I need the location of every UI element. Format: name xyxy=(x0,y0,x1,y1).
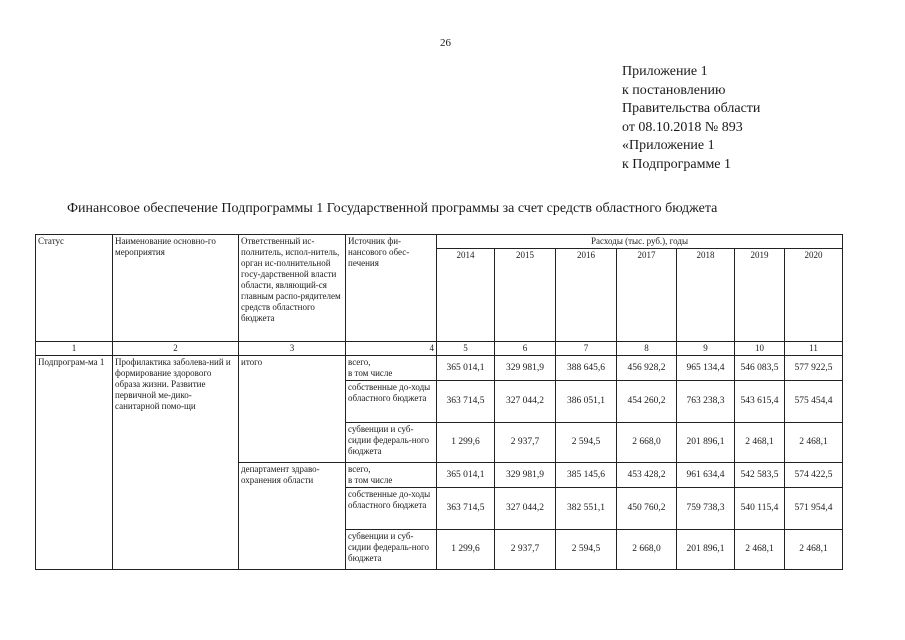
appendix-line: «Приложение 1 xyxy=(622,138,715,153)
value-cell: 327 044,2 xyxy=(495,488,556,530)
value-cell: 2 668,0 xyxy=(617,530,677,570)
column-number: 4 xyxy=(346,342,437,356)
value-cell: 543 615,4 xyxy=(735,381,785,423)
value-cell: 2 668,0 xyxy=(617,423,677,463)
header-year: 2019 xyxy=(735,249,785,342)
value-cell: 456 928,2 xyxy=(617,356,677,381)
page-number: 26 xyxy=(440,37,451,49)
source-cell: собственные до-ходы областного бюджета xyxy=(346,488,437,530)
header-year: 2017 xyxy=(617,249,677,342)
value-cell: 365 014,1 xyxy=(437,463,495,488)
value-cell: 450 760,2 xyxy=(617,488,677,530)
header-year: 2020 xyxy=(785,249,843,342)
header-year: 2014 xyxy=(437,249,495,342)
column-number: 3 xyxy=(239,342,346,356)
value-cell: 2 937,7 xyxy=(495,530,556,570)
value-cell: 542 583,5 xyxy=(735,463,785,488)
value-cell: 965 134,4 xyxy=(677,356,735,381)
measure-cell: Профилактика заболева-ний и формирование здорового образа жизни. Развитие первичной ме-дико-санитарной помо-щи xyxy=(113,356,239,570)
value-cell: 575 454,4 xyxy=(785,381,843,423)
value-cell: 2 594,5 xyxy=(556,530,617,570)
header-name: Наименование основно-го мероприятия xyxy=(113,235,239,342)
source-cell: всего, в том числе xyxy=(346,463,437,488)
value-cell: 1 299,6 xyxy=(437,423,495,463)
finance-table xyxy=(35,234,843,570)
source-cell: собственные до-ходы областного бюджета xyxy=(346,381,437,423)
column-number: 6 xyxy=(495,342,556,356)
value-cell: 961 634,4 xyxy=(677,463,735,488)
column-number: 2 xyxy=(113,342,239,356)
appendix-line: к постановлению xyxy=(622,82,726,98)
value-cell: 759 738,3 xyxy=(677,488,735,530)
value-cell: 2 468,1 xyxy=(785,423,843,463)
value-cell: 577 922,5 xyxy=(785,356,843,381)
header-expenses: Расходы (тыс. руб.), годы xyxy=(437,235,843,249)
value-cell: 365 014,1 xyxy=(437,356,495,381)
value-cell: 1 299,6 xyxy=(437,530,495,570)
column-number: 11 xyxy=(785,342,843,356)
value-cell: 546 083,5 xyxy=(735,356,785,381)
appendix-line: Правительства области xyxy=(622,101,761,116)
value-cell: 763 238,3 xyxy=(677,381,735,423)
status-cell: Подпрограм-ма 1 xyxy=(36,356,113,570)
value-cell: 386 051,1 xyxy=(556,381,617,423)
appendix-line: от 08.10.2018 № 893 xyxy=(622,119,743,135)
value-cell: 363 714,5 xyxy=(437,381,495,423)
value-cell: 201 896,1 xyxy=(677,530,735,570)
value-cell: 363 714,5 xyxy=(437,488,495,530)
header-status: Статус xyxy=(36,235,113,342)
column-number: 5 xyxy=(437,342,495,356)
header-year: 2018 xyxy=(677,249,735,342)
column-number: 1 xyxy=(36,342,113,356)
value-cell: 327 044,2 xyxy=(495,381,556,423)
value-cell: 2 468,1 xyxy=(735,423,785,463)
value-cell: 2 937,7 xyxy=(495,423,556,463)
appendix-line: к Подпрограмме 1 xyxy=(622,156,732,172)
responsible-cell: департамент здраво-охранения области xyxy=(239,463,346,570)
column-number: 9 xyxy=(677,342,735,356)
value-cell: 574 422,5 xyxy=(785,463,843,488)
value-cell: 540 115,4 xyxy=(735,488,785,530)
value-cell: 2 594,5 xyxy=(556,423,617,463)
document-title: Финансовое обеспечение Подпрограммы 1 Государственной программы за счет средств областного бюджета xyxy=(67,201,718,216)
responsible-cell: итого xyxy=(239,356,346,463)
value-cell: 201 896,1 xyxy=(677,423,735,463)
value-cell: 571 954,4 xyxy=(785,488,843,530)
source-cell: субвенции и суб-сидии федераль-ного бюджета xyxy=(346,423,437,463)
appendix-block xyxy=(622,63,760,174)
header-source: Источник фи-нансового обес-печения xyxy=(346,235,437,342)
column-number: 8 xyxy=(617,342,677,356)
column-number: 7 xyxy=(556,342,617,356)
source-cell: субвенции и суб-сидии федераль-ного бюджета xyxy=(346,530,437,570)
value-cell: 453 428,2 xyxy=(617,463,677,488)
value-cell: 454 260,2 xyxy=(617,381,677,423)
value-cell: 329 981,9 xyxy=(495,463,556,488)
value-cell: 2 468,1 xyxy=(785,530,843,570)
source-cell: всего, в том числе xyxy=(346,356,437,381)
column-number: 10 xyxy=(735,342,785,356)
value-cell: 385 145,6 xyxy=(556,463,617,488)
appendix-line: Приложение 1 xyxy=(622,64,708,79)
value-cell: 2 468,1 xyxy=(735,530,785,570)
header-year: 2015 xyxy=(495,249,556,342)
value-cell: 382 551,1 xyxy=(556,488,617,530)
header-year: 2016 xyxy=(556,249,617,342)
value-cell: 329 981,9 xyxy=(495,356,556,381)
value-cell: 388 645,6 xyxy=(556,356,617,381)
header-responsible: Ответственный ис-полнитель, испол-нитель, орган ис-полнительной госу-дарственной власти области, являющий-ся главным распо-рядителем средств областного бюджета xyxy=(239,235,346,342)
